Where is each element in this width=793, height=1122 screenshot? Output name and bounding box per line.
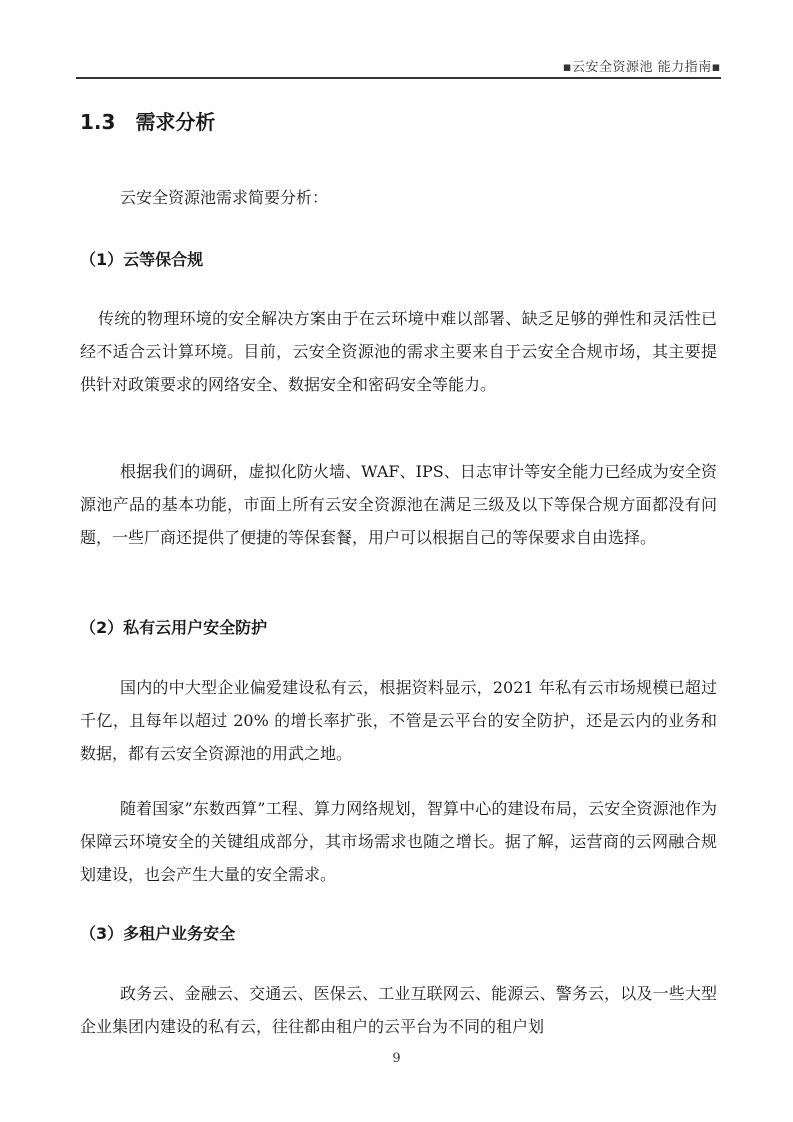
section-title-text: 需求分析 [135, 110, 216, 134]
running-header: ▪云安全资源池 能力指南▪ [562, 60, 721, 75]
subsection-heading-2: （2）私有云用户安全防护 [80, 618, 268, 637]
page-number: 9 [392, 1051, 401, 1066]
paragraph: 传统的物理环境的安全解决方案由于在云环境中难以部署、缺乏足够的弹性和灵活性已经不适合云计算环境。目前，云安全资源池的需求主要来自于云安全合规市场，其主要提供针对政策要求的网络安全、数据安全和密码安全等能力。 [80, 309, 717, 394]
subsection-heading-3: （3）多租户业务安全 [80, 924, 236, 943]
intro-paragraph: 云安全资源池需求简要分析： [120, 188, 329, 207]
paragraph: 随着国家”东数西算”工程、算力网络规划，智算中心的建设布局，云安全资源池作为保障云环境安全的关键组成部分，其市场需求也随之增长。据了解，运营商的云网融合规划建设，也会产生大量的安全需求。 [80, 799, 717, 884]
paragraph: 国内的中大型企业偏爱建设私有云，根据资料显示，2021 年私有云市场规模已超过千亿，且每年以超过 20% 的增长率扩张，不管是云平台的安全防护，还是云内的业务和数据，都有云安全资源池的用武之地。 [80, 678, 717, 763]
section-title [80, 106, 215, 135]
paragraph: 政务云、金融云、交通云、医保云、工业互联网云、能源云、警务云，以及一些大型企业集团内建设的私有云，往往都由租户的云平台为不同的租户划 [80, 984, 717, 1036]
section-number: 1.3 [80, 110, 116, 134]
paragraph: 根据我们的调研，虚拟化防火墙、WAF、IPS、日志审计等安全能力已经成为安全资源池产品的基本功能，市面上所有云安全资源池在满足三级及以下等保合规方面都没有问题，一些厂商还提供了便捷的等保套餐，用户可以根据自己的等保要求自由选择。 [80, 462, 717, 547]
subsection-heading-1: （1）云等保合规 [80, 250, 204, 269]
header-rule [76, 77, 721, 79]
